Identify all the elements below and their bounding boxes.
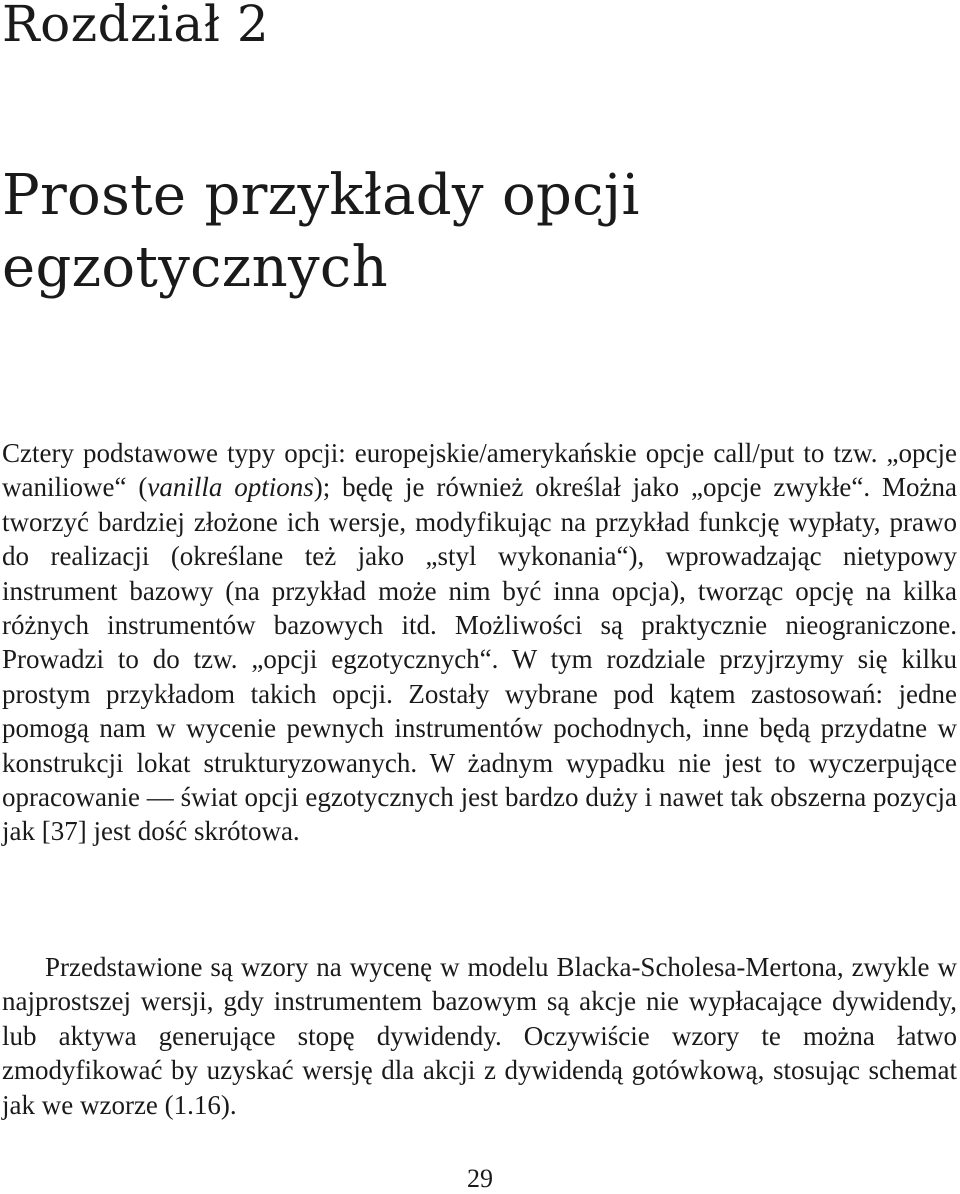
chapter-label: Rozdział 2: [2, 0, 270, 53]
paragraph-intro-text-end: ); będę je również określał jako „opcje zwykłe“. Można tworzyć bardziej złożone ich wersje, modyfikując na przykład funkcję wypłaty, prawo do realizacji (określane też jako „styl wykonania“), wprowadzając nietypowy instrument bazowy (na przykład może nim być inna opcja), tworząc opcję na kilka różnych instrumentów bazowych itd. Możliwości są praktycznie nieograniczone. Prowadzi to do tzw. „opcji egzotycznych“. W tym rozdziale przyjrzymy się kilku prostym przykładom takich opcji. Zostały wybrane pod kątem zastosowań: jedne pomogą nam w wycenie pewnych instrumentów pochodnych, inne będą przydatne w konstrukcji lokat strukturyzowanych. W żadnym wypadku nie jest to wyczerpujące opracowanie — świat opcji egzotycznych jest bardzo duży i nawet tak obszerna pozycja jak [37] jest dość skrótowa.: [2, 472, 957, 847]
paragraph-intro-text-start: Cztery podstawowe typy opcji: europejskie/amerykańskie opcje call/put to tzw. „opcje waniliowe“ (: [2, 438, 957, 503]
paragraph-intro: [2, 436, 957, 849]
paragraph-intro-italic-term: vanilla options: [147, 472, 314, 503]
chapter-title: Proste przykłady opcji egzotycznych: [2, 163, 640, 300]
page-number: 29: [467, 1164, 493, 1193]
paragraph-models: Przedstawione są wzory na wycenę w modelu Blacka-Scholesa-Mertona, zwykle w najprostszej wersji, gdy instrumentem bazowym są akcje nie wypłacające dywidendy, lub aktywa generujące stopę dywidendy. Oczywiście wzory te można łatwo zmodyfikować by uzyskać wersję dla akcji z dywidendą gotówkową, stosując schemat jak we wzorze (1.16).: [2, 952, 957, 1120]
